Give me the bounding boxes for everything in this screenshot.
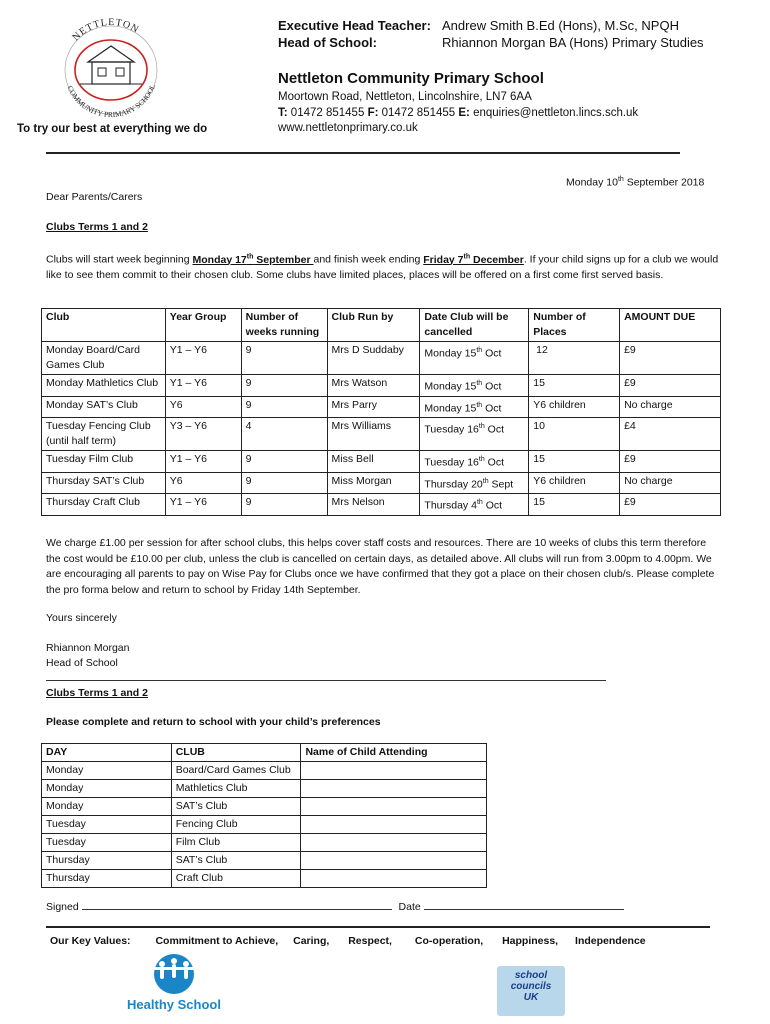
table-cell: Craft Club xyxy=(171,870,301,888)
table-cell: Thursday xyxy=(42,870,172,888)
contact-line: T: 01472 851455 F: 01472 851455 E: enquiries@nettleton.lincs.sch.uk xyxy=(278,106,639,119)
table-cell: Tuesday 16th Oct xyxy=(420,418,529,451)
school-motto: To try our best at everything we do xyxy=(17,123,208,135)
table-row xyxy=(42,396,721,418)
signed-label: Signed xyxy=(46,901,79,913)
header-amount: AMOUNT DUE xyxy=(620,309,721,342)
footer-divider xyxy=(46,926,710,928)
table-cell: Y1 – Y6 xyxy=(165,494,241,516)
table-cell: 15 xyxy=(529,375,620,397)
letter-date: Monday 10th September 2018 xyxy=(566,176,705,189)
table-cell: Y1 – Y6 xyxy=(165,451,241,473)
table-cell: Monday xyxy=(42,798,172,816)
header-club: CLUB xyxy=(171,744,301,762)
table-cell: Film Club xyxy=(171,834,301,852)
signer-role: Head of School xyxy=(46,657,118,669)
preferences-table xyxy=(41,743,487,888)
child-name-field[interactable] xyxy=(301,762,487,780)
table-cell: Fencing Club xyxy=(171,816,301,834)
table-cell: 10 xyxy=(529,418,620,451)
child-name-field[interactable] xyxy=(301,834,487,852)
healthy-school-figures-icon xyxy=(122,952,226,996)
school-address: Moortown Road, Nettleton, Lincolnshire, LN7 6AA xyxy=(278,91,532,103)
form-instruction: Please complete and return to school with your child’s preferences xyxy=(46,716,381,728)
table-row xyxy=(42,870,487,888)
website-link[interactable]: www.nettletonprimary.co.uk xyxy=(278,122,418,134)
table-cell: 15 xyxy=(529,451,620,473)
table-cell: Monday Board/Card Games Club xyxy=(42,342,166,375)
table-cell: Thursday xyxy=(42,852,172,870)
header-cancelled: Date Club will be cancelled xyxy=(420,309,529,342)
table-cell: Tuesday xyxy=(42,834,172,852)
table-cell: Miss Bell xyxy=(327,451,420,473)
table-row xyxy=(42,451,721,473)
table-cell: Monday 15th Oct xyxy=(420,375,529,397)
table-cell: Monday Mathletics Club xyxy=(42,375,166,397)
table-row xyxy=(42,375,721,397)
child-name-field[interactable] xyxy=(301,798,487,816)
table-cell: Miss Morgan xyxy=(327,472,420,494)
healthy-school-logo xyxy=(122,952,226,1012)
signature-row xyxy=(46,899,624,913)
clubs-heading: Clubs Terms 1 and 2 xyxy=(46,221,148,233)
table-row xyxy=(42,472,721,494)
table-cell: 9 xyxy=(241,494,327,516)
table-cell: Tuesday 16th Oct xyxy=(420,451,529,473)
table-cell: Y1 – Y6 xyxy=(165,342,241,375)
table-row xyxy=(42,816,487,834)
table-cell: 9 xyxy=(241,472,327,494)
table-cell: No charge xyxy=(620,396,721,418)
table-cell: Thursday 20th Sept xyxy=(420,472,529,494)
table-cell: 15 xyxy=(529,494,620,516)
table-row xyxy=(42,494,721,516)
table-cell: 9 xyxy=(241,396,327,418)
table-cell: Mrs Parry xyxy=(327,396,420,418)
table-cell: £9 xyxy=(620,494,721,516)
table-cell: Board/Card Games Club xyxy=(171,762,301,780)
table-cell: Mrs D Suddaby xyxy=(327,342,420,375)
head-of-school-label: Head of School: xyxy=(278,35,377,50)
table-cell: 4 xyxy=(241,418,327,451)
salutation: Dear Parents/Carers xyxy=(46,191,143,203)
table-cell: Y6 xyxy=(165,396,241,418)
table-cell: Tuesday xyxy=(42,816,172,834)
table-cell: SAT’s Club xyxy=(171,798,301,816)
value-item: Co-operation, xyxy=(414,935,484,947)
table-cell: £9 xyxy=(620,342,721,375)
school-councils-logo: school councils UK xyxy=(497,966,565,1016)
table-cell: 9 xyxy=(241,451,327,473)
header-places: Number of Places xyxy=(529,309,620,342)
table-cell: No charge xyxy=(620,472,721,494)
date-label: Date xyxy=(398,901,421,913)
table-cell: £9 xyxy=(620,451,721,473)
header-child-name: Name of Child Attending xyxy=(301,744,487,762)
header-year-group: Year Group xyxy=(165,309,241,342)
table-row xyxy=(42,852,487,870)
table-cell: Monday xyxy=(42,762,172,780)
table-cell: 12 xyxy=(529,342,620,375)
table-cell: Y1 – Y6 xyxy=(165,375,241,397)
table-cell: Mathletics Club xyxy=(171,780,301,798)
table-cell: 9 xyxy=(241,375,327,397)
header-day: DAY xyxy=(42,744,172,762)
value-item: Commitment to Achieve, xyxy=(155,935,279,947)
table-cell: Monday xyxy=(42,780,172,798)
head-of-school-value: Rhiannon Morgan BA (Hons) Primary Studies xyxy=(442,35,704,50)
value-item: Happiness, xyxy=(502,935,559,947)
intro-paragraph: Clubs will start week beginning Monday 17th September and finish week ending Friday 7th December. If your child signs up for a club we would like to see them commit to their chosen club. Some clubs have limited places, places will be offered on a first come first served basis. xyxy=(46,253,719,281)
child-name-field[interactable] xyxy=(301,852,487,870)
email-link[interactable]: enquiries@nettleton.lincs.sch.uk xyxy=(473,106,639,119)
table-cell: Mrs Williams xyxy=(327,418,420,451)
key-values-label: Our Key Values: xyxy=(50,935,131,947)
table-row xyxy=(42,834,487,852)
table-row xyxy=(42,342,721,375)
table-cell: 9 xyxy=(241,342,327,375)
key-values xyxy=(50,935,646,947)
table-cell: £9 xyxy=(620,375,721,397)
form-heading: Clubs Terms 1 and 2 xyxy=(46,687,148,699)
table-row xyxy=(42,762,487,780)
table-cell: Thursday Craft Club xyxy=(42,494,166,516)
exec-head-value: Andrew Smith B.Ed (Hons), M.Sc, NPQH xyxy=(442,18,679,33)
cut-line xyxy=(46,680,606,681)
charge-paragraph: We charge £1.00 per session for after school clubs, this helps cover staff costs and resources. There are 10 weeks of clubs this term therefore the cost would be £10.00 per club, unless the club is cancelled on certain days, as detailed above. All clubs will run from 3.00pm to 4.00pm. We are encouraging all parents to pay on Wise Pay for Clubs once we have confirmed that they got a place on their chosen club/s. Please complete the pro forma below and return to school by Friday 14th September. xyxy=(46,537,715,596)
table-cell: Tuesday Fencing Club (until half term) xyxy=(42,418,166,451)
clubs-table xyxy=(41,308,721,516)
table-cell: Y6 xyxy=(165,472,241,494)
table-row xyxy=(42,780,487,798)
table-cell: Thursday SAT’s Club xyxy=(42,472,166,494)
exec-head-label: Executive Head Teacher: xyxy=(278,18,431,33)
table-cell: SAT’s Club xyxy=(171,852,301,870)
table-cell: Mrs Watson xyxy=(327,375,420,397)
child-name-field[interactable] xyxy=(301,816,487,834)
header-run-by: Club Run by xyxy=(327,309,420,342)
school-logo xyxy=(52,12,170,124)
table-cell: Monday SAT’s Club xyxy=(42,396,166,418)
value-item: Caring, xyxy=(293,935,330,947)
table-cell: Y6 children xyxy=(529,396,620,418)
clubs-table-header xyxy=(42,309,721,342)
value-item: Independence xyxy=(575,935,646,947)
signoff: Yours sincerely xyxy=(46,612,117,624)
logo-arc-top: NETTLETON xyxy=(70,16,142,44)
table-cell: Y6 children xyxy=(529,472,620,494)
healthy-school-text: Healthy School xyxy=(127,997,221,1012)
child-name-field[interactable] xyxy=(301,780,487,798)
table-cell: £4 xyxy=(620,418,721,451)
child-name-field[interactable] xyxy=(301,870,487,888)
telephone: 01472 851455 xyxy=(290,106,365,119)
table-row xyxy=(42,418,721,451)
signature-field[interactable] xyxy=(82,899,392,910)
table-cell: Monday 15th Oct xyxy=(420,396,529,418)
value-item: Respect, xyxy=(348,935,392,947)
signer-name: Rhiannon Morgan xyxy=(46,642,130,654)
school-name: Nettleton Community Primary School xyxy=(278,70,544,87)
header-club: Club xyxy=(42,309,166,342)
table-cell: Thursday 4th Oct xyxy=(420,494,529,516)
header-weeks: Number of weeks running xyxy=(241,309,327,342)
table-cell: Monday 15th Oct xyxy=(420,342,529,375)
svg-text:NETTLETON xyxy=(71,17,142,43)
table-cell: Mrs Nelson xyxy=(327,494,420,516)
fax: 01472 851455 xyxy=(381,106,456,119)
header-divider xyxy=(46,152,680,154)
logo-arc-bottom: COMMUNITY PRIMARY SCHOOL xyxy=(65,82,158,120)
table-row xyxy=(42,798,487,816)
preferences-header xyxy=(42,744,487,762)
table-cell: Y3 – Y6 xyxy=(165,418,241,451)
date-field[interactable] xyxy=(424,899,624,910)
table-cell: Tuesday Film Club xyxy=(42,451,166,473)
